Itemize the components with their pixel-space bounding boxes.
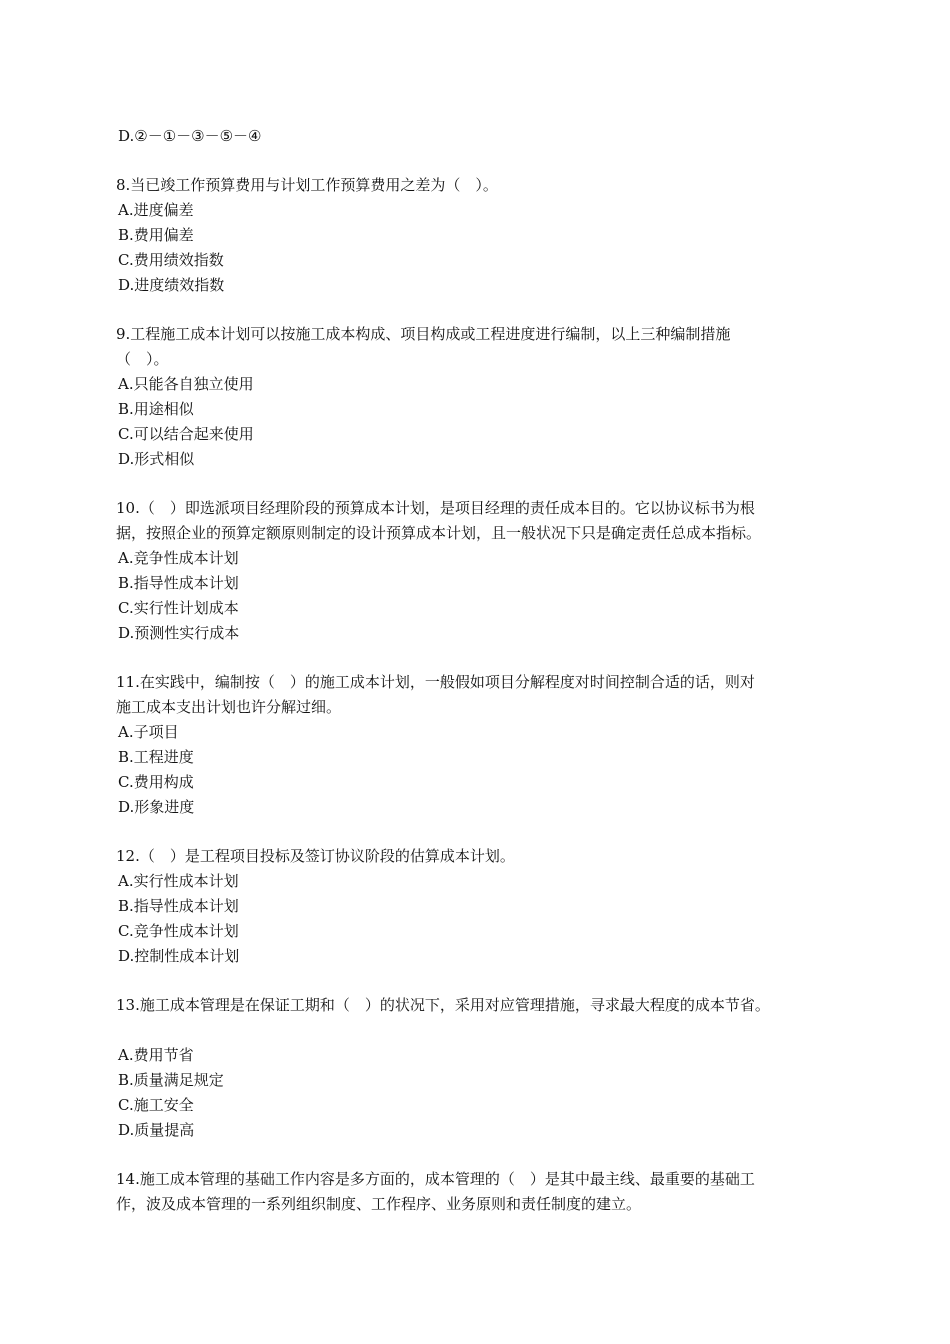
- answer-option: D.形式相似: [118, 450, 195, 468]
- question-spacer: [116, 472, 840, 496]
- question-stem-line: 12.（ ）是工程项目投标及签订协议阶段的估算成本计划。: [116, 847, 515, 865]
- answer-option: B.质量满足规定: [118, 1071, 224, 1089]
- question-stem-line: （ ）。: [116, 350, 169, 368]
- document-page: [116, 124, 840, 1217]
- answer-option: B.用途相似: [118, 400, 194, 418]
- answer-option: C.施工安全: [118, 1096, 194, 1114]
- question-spacer: [116, 820, 840, 844]
- answer-option: D.控制性成本计划: [118, 947, 240, 965]
- answer-option: D.质量提高: [118, 1121, 195, 1139]
- question-block: [116, 173, 840, 298]
- question-block: [116, 322, 840, 472]
- answer-option: B.指导性成本计划: [118, 897, 239, 915]
- question-stem-line: 14.施工成本管理的基础工作内容是多方面的，成本管理的（ ）是其中最主线、最重要的基础工: [116, 1170, 755, 1188]
- answer-option: D.形象进度: [118, 798, 195, 816]
- question-stem: [116, 1167, 840, 1217]
- question-spacer: [116, 298, 840, 322]
- answer-option: D.进度绩效指数: [118, 276, 225, 294]
- question-stem-line: 13.施工成本管理是在保证工期和（ ）的状况下，采用对应管理措施，寻求最大程度的成本节省。: [116, 996, 770, 1014]
- answer-option: C.实行性计划成本: [118, 599, 239, 617]
- question-stem-line: 8.当已竣工作预算费用与计划工作预算费用之差为（ ）。: [116, 176, 498, 194]
- question-stem-line: 作，波及成本管理的一系列组织制度、工作程序、业务原则和责任制度的建立。: [116, 1195, 642, 1213]
- question-stem: [116, 670, 840, 720]
- answer-option: A.竞争性成本计划: [118, 549, 239, 567]
- answer-option: A.子项目: [118, 723, 179, 741]
- question-stem-line: 11.在实践中，编制按（ ）的施工成本计划，一般假如项目分解程度对时间控制合适的话，则对: [116, 673, 755, 691]
- question-list: [116, 149, 840, 1217]
- question-stem: [116, 844, 840, 869]
- question-block: [116, 496, 840, 646]
- question-stem-line: [116, 1018, 840, 1043]
- question-stem: [116, 993, 840, 1043]
- question-stem: [116, 496, 840, 546]
- question-block: [116, 993, 840, 1143]
- answer-option: A.进度偏差: [118, 201, 194, 219]
- answer-option: A.实行性成本计划: [118, 872, 239, 890]
- answer-option: C.费用构成: [118, 773, 194, 791]
- answer-option: B.工程进度: [118, 748, 194, 766]
- question-stem: [116, 322, 840, 372]
- question-spacer: [116, 149, 840, 173]
- answer-option: C.竞争性成本计划: [118, 922, 239, 940]
- question-block: [116, 1167, 840, 1217]
- question-stem: [116, 173, 840, 198]
- question-block: [116, 844, 840, 969]
- answer-option: D.预测性实行成本: [118, 624, 240, 642]
- question-stem-line: 10.（ ）即选派项目经理阶段的预算成本计划，是项目经理的责任成本目的。它以协议标书为根: [116, 499, 755, 517]
- question-stem-line: 据，按照企业的预算定额原则制定的设计预算成本计划，且一般状况下只是确定责任总成本指标。: [116, 524, 762, 542]
- question-stem-line: 施工成本支出计划也许分解过细。: [116, 698, 342, 716]
- previous-question-option-d: D.②－①－③－⑤－④: [118, 127, 262, 145]
- question-block: [116, 670, 840, 820]
- answer-option: A.费用节省: [118, 1046, 194, 1064]
- question-spacer: [116, 1143, 840, 1167]
- answer-option: A.只能各自独立使用: [118, 375, 254, 393]
- answer-option: C.可以结合起来使用: [118, 425, 254, 443]
- answer-option: B.指导性成本计划: [118, 574, 239, 592]
- question-spacer: [116, 646, 840, 670]
- answer-option: C.费用绩效指数: [118, 251, 224, 269]
- answer-option: B.费用偏差: [118, 226, 194, 244]
- question-stem-line: 9.工程施工成本计划可以按施工成本构成、项目构成或工程进度进行编制，以上三种编制措施: [116, 325, 731, 343]
- question-spacer: [116, 969, 840, 993]
